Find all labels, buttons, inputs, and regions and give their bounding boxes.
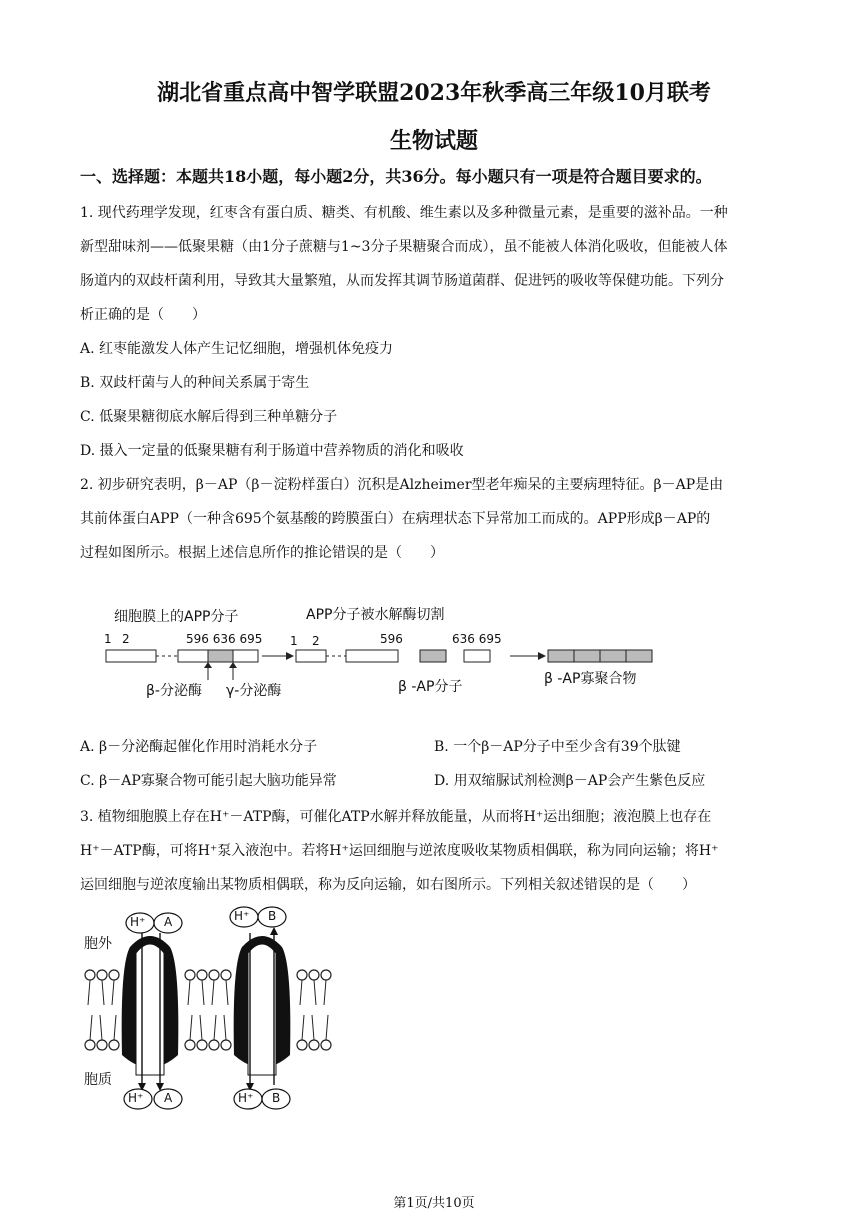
q1-option-a: A. 红枣能激发人体产生记忆细胞，增强机体免疫力: [80, 341, 394, 357]
q2-option-a: A. β－分泌酶起催化作用时消耗水分子: [80, 739, 318, 755]
oligomer-unit: [574, 650, 600, 662]
q3-line: 运回细胞与逆浓度输出某物质相偶联，称为反向运输，如右图所示。下列相关叙述错误的是（ ）: [80, 877, 696, 893]
page-title: 湖北省重点高中智学联盟2023年秋季高三年级10月联考: [157, 80, 711, 106]
membrane-svg: [80, 905, 340, 1115]
q3-line: 3. 植物细胞膜上存在H⁺－ATP酶，可催化ATP水解并释放能量，从而将H⁺运出细胞；液泡膜上也存在: [80, 809, 712, 825]
q1-option-c: C. 低聚果糖彻底水解后得到三种单糖分子: [80, 409, 338, 425]
q1-line: 肠道内的双歧杆菌利用，导致其大量繁殖，从而发挥其调节肠道菌群、促进钙的吸收等保健功能。下列分: [80, 273, 724, 289]
q1-option-d: D. 摄入一定量的低聚果糖有利于肠道中营养物质的消化和吸收: [80, 443, 464, 459]
label-h-bottom-2: H⁺: [238, 1091, 254, 1105]
label-a-bottom: A: [164, 1091, 173, 1105]
num-1b: 1: [290, 634, 298, 648]
app-segment: [106, 650, 156, 662]
section-heading: 一、选择题：本题共18小题，每小题2分，共36分。每小题只有一项是符合题目要求的。: [80, 167, 712, 186]
page-subtitle: 生物试题: [389, 128, 478, 154]
label-outside: 胞外: [84, 936, 112, 952]
q2-line: 其前体蛋白APP（一种含695个氨基酸的跨膜蛋白）在病理状态下异常加工而成的。APP形成β－AP的: [80, 511, 711, 527]
label-cut: APP分子被水解酶切割: [306, 607, 445, 623]
app-segment: [233, 650, 258, 662]
num-1: 1: [104, 632, 112, 646]
ion-circles-top: [126, 907, 286, 933]
lipid-heads-top: [85, 970, 331, 980]
arrow-head: [229, 662, 237, 668]
label-beta-enzyme: β-分泌酶: [146, 683, 202, 699]
arrow-head: [538, 652, 546, 660]
num-596: 596: [380, 632, 403, 646]
num-2b: 2: [312, 634, 320, 648]
q2-option-c: C. β－AP寡聚合物可能引起大脑功能异常: [80, 773, 337, 789]
app-diagram: [100, 600, 660, 710]
label-app: 细胞膜上的APP分子: [114, 609, 239, 625]
oligomer-unit: [626, 650, 652, 662]
q2-option-d: D. 用双缩脲试剂检测β－AP会产生紫色反应: [434, 773, 706, 789]
label-b-bottom: B: [272, 1091, 281, 1105]
oligomer-unit: [548, 650, 574, 662]
label-h-top-2: H⁺: [234, 909, 250, 923]
label-gamma-enzyme: γ-分泌酶: [226, 683, 282, 699]
app-fragment: [296, 650, 326, 662]
channel-2: [248, 944, 276, 1075]
arrow-head: [286, 652, 294, 660]
q1-line: 新型甜味剂——低聚果糖（由1分子蔗糖与1~3分子果糖聚合而成），虽不能被人体消化吸收，但能被人体: [80, 239, 728, 255]
label-beta-ap: β -AP分子: [398, 679, 463, 695]
oligomer-unit: [600, 650, 626, 662]
q2-line: 过程如图所示。根据上述信息所作的推论错误的是（ ）: [80, 545, 444, 561]
label-b-top: B: [268, 909, 277, 923]
arrow-head: [204, 662, 212, 668]
q2-option-b: B. 一个β－AP分子中至少含有39个肽键: [434, 739, 681, 755]
page-footer: 第1页/共10页: [393, 1196, 475, 1211]
question-3: [80, 800, 792, 902]
label-h-bottom-1: H⁺: [128, 1091, 144, 1105]
app-fragment: [346, 650, 398, 662]
transport-diagram: [80, 905, 340, 1115]
label-oligomer: β -AP寡聚合物: [544, 671, 637, 687]
q1-line: 1. 现代药理学发现，红枣含有蛋白质、糖类、有机酸、维生素以及多种微量元素，是重要的滋补品。一种: [80, 205, 728, 221]
beta-ap-segment: [208, 650, 233, 662]
ion-circles-bottom: [124, 1089, 290, 1109]
q1-option-b: B. 双歧杆菌与人的种间关系属于寄生: [80, 375, 310, 391]
label-inside: 胞质: [84, 1072, 112, 1088]
app-fragment: [464, 650, 490, 662]
q3-line: H⁺－ATP酶，可将H⁺泵入液泡中。若将H⁺运回细胞与逆浓度吸收某物质相偶联，称为同向运输；将H⁺: [80, 843, 719, 859]
question-1: [80, 196, 792, 468]
label-a-top: A: [164, 915, 173, 929]
q2-line: 2. 初步研究表明，β－AP（β－淀粉样蛋白）沉积是Alzheimer型老年痴呆的主要病理特征。β－AP是由: [80, 477, 724, 493]
q1-line: 析正确的是（ ）: [80, 307, 206, 323]
label-h-top-1: H⁺: [130, 915, 146, 929]
num-2: 2: [122, 632, 130, 646]
nums-a: 596 636 695: [186, 632, 263, 646]
nums-b: 636 695: [452, 632, 502, 646]
beta-ap-fragment: [420, 650, 446, 662]
question-2: [80, 468, 792, 570]
